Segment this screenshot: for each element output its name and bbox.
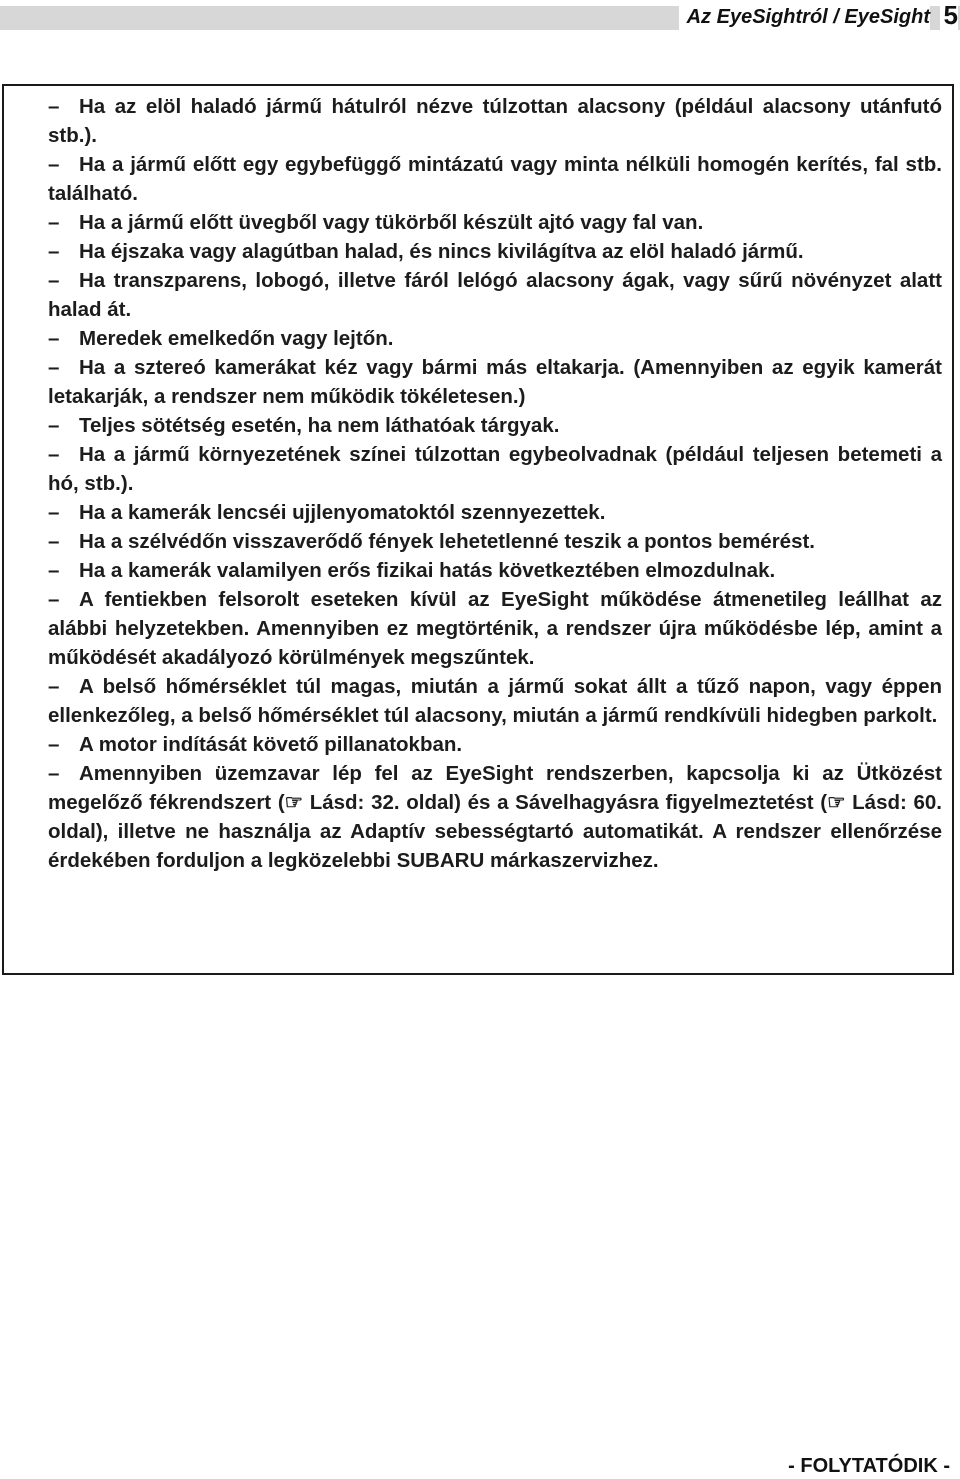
list-item bbox=[48, 498, 942, 527]
bullet-dash: – bbox=[48, 762, 60, 785]
continued-label: - FOLYTATÓDIK - bbox=[788, 1455, 950, 1477]
list-item bbox=[48, 237, 942, 266]
page-number: 5 bbox=[940, 0, 958, 30]
list-item-text: Ha a jármű környezetének színei túlzottan egybeolvadnak (például teljesen betemeti a hó, stb.). bbox=[48, 443, 942, 495]
bullet-dash: – bbox=[48, 153, 60, 176]
list-item-text: Ha a szélvédőn visszaverődő fények lehetetlenné teszik a pontos bemérést. bbox=[79, 530, 815, 553]
bullet-dash: – bbox=[48, 95, 60, 118]
bullet-dash: – bbox=[48, 443, 60, 466]
list-item bbox=[48, 527, 942, 556]
list-item bbox=[48, 150, 942, 208]
list-item-text: Ha a jármű előtt üvegből vagy tükörből készült ajtó vagy fal van. bbox=[79, 211, 704, 234]
list-item-text: Teljes sötétség esetén, ha nem láthatóak tárgyak. bbox=[79, 414, 560, 437]
list-item-text: Ha a jármű előtt egy egybefüggő mintázatú vagy minta nélküli homogén kerítés, fal stb. található. bbox=[48, 153, 942, 205]
bullet-dash: – bbox=[48, 588, 60, 611]
list-item-text: A belső hőmérséklet túl magas, miután a jármű sokat állt a tűző napon, vagy éppen ellenkezőleg, a belső hőmérséklet túl alacsony, miután a jármű rendkívüli hidegben parkolt. bbox=[48, 675, 942, 727]
bullet-dash: – bbox=[48, 559, 60, 582]
condition-list bbox=[48, 92, 942, 875]
list-item bbox=[48, 353, 942, 411]
list-item bbox=[48, 411, 942, 440]
list-item bbox=[48, 730, 942, 759]
list-item-text: A fentiekben felsorolt eseteken kívül az EyeSight működése átmenetileg leállhat az alábbi helyzetekben. Amennyiben ez megtörténik, a rendszer újra működésbe lép, amint a működését akadályozó körülmények megszűntek. bbox=[48, 588, 942, 669]
list-item bbox=[48, 759, 942, 875]
bullet-dash: – bbox=[48, 327, 60, 350]
list-item bbox=[48, 266, 942, 324]
list-item bbox=[48, 92, 942, 150]
list-item bbox=[48, 585, 942, 672]
bullet-dash: – bbox=[48, 356, 60, 379]
list-item-text: Meredek emelkedőn vagy lejtőn. bbox=[79, 327, 394, 350]
list-item-text: Ha a kamerák lencséi ujjlenyomatoktól szennyezettek. bbox=[79, 501, 606, 524]
bullet-dash: – bbox=[48, 530, 60, 553]
bullet-dash: – bbox=[48, 414, 60, 437]
list-item bbox=[48, 208, 942, 237]
bullet-dash: – bbox=[48, 675, 60, 698]
list-item-text: Ha transzparens, lobogó, illetve fáról lelógó alacsony ágak, vagy sűrű növényzet alatt halad át. bbox=[48, 269, 942, 321]
list-item-text: A motor indítását követő pillanatokban. bbox=[79, 733, 463, 756]
list-item-text: Ha a kamerák valamilyen erős fizikai hatás következtében elmozdulnak. bbox=[79, 559, 776, 582]
section-title: Az EyeSightról / EyeSight bbox=[679, 4, 930, 30]
list-item bbox=[48, 556, 942, 585]
list-item-text: Ha a sztereó kamerákat kéz vagy bármi más eltakarja. (Amennyiben az egyik kamerát letakarják, a rendszer nem működik tökéletesen.) bbox=[48, 356, 942, 408]
bullet-dash: – bbox=[48, 501, 60, 524]
page-header bbox=[0, 0, 960, 30]
list-item bbox=[48, 324, 942, 353]
bullet-dash: – bbox=[48, 240, 60, 263]
bullet-dash: – bbox=[48, 269, 60, 292]
list-item-text: Amennyiben üzemzavar lép fel az EyeSight rendszerben, kapcsolja ki az Ütközést megelőző fékrendszert (☞ Lásd: 32. oldal) és a Sávelhagyásra figyelmeztetést (☞ Lásd: 60. oldal), illetve ne használja az Adaptív sebességtartó automatikát. A rendszer ellenőrzése érdekében forduljon a legközelebbi SUBARU márkaszervizhez. bbox=[48, 762, 942, 872]
list-item bbox=[48, 440, 942, 498]
list-item-text: Ha éjszaka vagy alagútban halad, és nincs kivilágítva az elöl haladó jármű. bbox=[79, 240, 804, 263]
list-item bbox=[48, 672, 942, 730]
bullet-dash: – bbox=[48, 211, 60, 234]
bullet-dash: – bbox=[48, 733, 60, 756]
list-item-text: Ha az elöl haladó jármű hátulról nézve túlzottan alacsony (például alacsony utánfutó stb.). bbox=[48, 95, 942, 147]
